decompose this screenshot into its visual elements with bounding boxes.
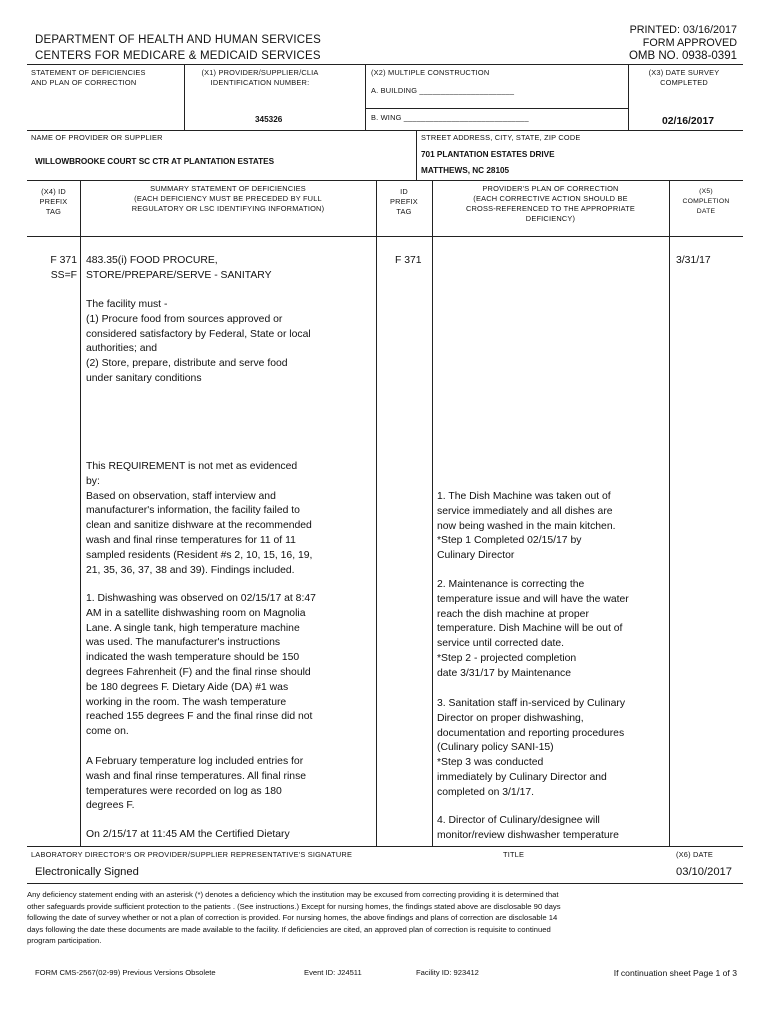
summary-header: SUMMARY STATEMENT OF DEFICIENCIES (EACH DEFICIENCY MUST BE PRECEDED BY FULL REGULATORY OR LSC IDENTIFYING INFORMATION) — [131, 184, 325, 213]
plan-step-3: 3. Sanitation staff in-serviced by Culinary Director on proper dishwashing, documentation and reporting procedures (Culinary policy SANI-15) *Step 3 was conducted immediately by Culinary Director and completed on 3/1/17. — [437, 698, 626, 798]
form-approved: FORM APPROVED — [642, 37, 737, 49]
x1-label: (X1) PROVIDER/SUPPLIER/CLIA IDENTIFICATION NUMBER: — [201, 68, 319, 87]
survey-completed-date: 02/16/2017 — [662, 116, 715, 127]
department-title: DEPARTMENT OF HEALTH AND HUMAN SERVICES — [35, 34, 321, 46]
x2-wing: B. WING _____________________________ — [371, 113, 529, 122]
statement-label: STATEMENT OF DEFICIENCIES AND PLAN OF CORRECTION — [31, 68, 146, 87]
x2-building: A. BUILDING ______________________ — [371, 86, 515, 95]
finding-2: A February temperature log included entries for wash and final rinse temperatures. All final rinse temperatures were recorded on log as 180 degrees F. — [86, 756, 307, 812]
address-label: STREET ADDRESS, CITY, STATE, ZIP CODE — [421, 133, 581, 142]
signature-date: 03/10/2017 — [676, 866, 732, 878]
facility-id: Facility ID: 923412 — [416, 968, 479, 977]
finding-summary: This REQUIREMENT is not met as evidenced by: Based on observation, staff interview and manufacturer's information, the facility failed to clean and sanitize dishware at the recommended wash and final rinse temperatures for 11 of 11 sampled residents (Resident #s 2, 10, 15, 16, 19, 21, 35, 36, 37, 38 and 39). Findings included. — [86, 461, 313, 576]
deficiency-tag: F 371 — [50, 255, 77, 266]
address-line1: 701 PLANTATION ESTATES DRIVE — [421, 150, 555, 159]
completion-date: 3/31/17 — [676, 255, 711, 266]
finding-3: On 2/15/17 at 11:45 AM the Certified Dietary — [86, 829, 290, 840]
form-number: FORM CMS-2567(02-99) Previous Versions Obsolete — [35, 968, 216, 977]
omb-number: OMB NO. 0938-0391 — [628, 50, 737, 62]
signature-label: LABORATORY DIRECTOR'S OR PROVIDER/SUPPLIER REPRESENTATIVE'S SIGNATURE — [31, 850, 353, 859]
page-indicator: If continuation sheet Page 1 of 3 — [613, 968, 737, 978]
disclosure-footnote: Any deficiency statement ending with an asterisk (*) denotes a deficiency which the institution may be excused from correcting providing it is determined that other safeguards provide sufficient protection to the patients . (See instructions.) Except for nursing homes, the findings stated above are disclosable 90 days following the date of survey whether or not a plan of correction is provided. For nursing homes, the above findings and plans of correction are disclosable 14 days following the date these documents are made available to the facility. If deficiencies are cited, an approved plan of correction is requisite to continued program participation. — [27, 890, 561, 946]
plan-step-4: 4. Director of Culinary/designee will monitor/review dishwasher temperature — [437, 815, 619, 841]
event-id: Event ID: J24511 — [304, 968, 362, 977]
signature-value: Electronically Signed — [35, 866, 139, 878]
plan-step-2: 2. Maintenance is correcting the temperature issue and will have the water reach the dish machine at proper temperature. Dish Machine will be out of service until corrected date. *Step 2 - projected completion date 3/31/17 by Maintenance — [437, 579, 629, 679]
regulation-text: The facility must - (1) Procure food from sources approved or considered satisfactory by Federal, State or local authorities; and (2) Store, prepare, distribute and serve food under sanitary conditions — [86, 299, 311, 384]
x6-date-label: (X6) DATE — [676, 850, 713, 859]
deficiency-title: 483.35(i) FOOD PROCURE, STORE/PREPARE/SERVE - SANITARY — [86, 255, 272, 281]
agency-title: CENTERS FOR MEDICARE & MEDICAID SERVICES — [35, 50, 321, 62]
address-line2: MATTHEWS, NC 28105 — [421, 166, 510, 175]
provider-number: 345326 — [255, 115, 283, 124]
x2-label: (X2) MULTIPLE CONSTRUCTION — [371, 68, 490, 77]
plan-tag: F 371 — [395, 255, 422, 266]
provider-name-label: NAME OF PROVIDER OR SUPPLIER — [31, 133, 163, 142]
scope-severity: SS=F — [50, 270, 77, 281]
x3-label: (X3) DATE SURVEY COMPLETED — [648, 68, 720, 87]
x5-header: (X5) COMPLETION DATE — [682, 188, 730, 215]
plan-step-1: 1. The Dish Machine was taken out of service immediately and all dishes are now being washed in the main kitchen. *Step 1 Completed 02/15/17 by Culinary Director — [437, 491, 616, 562]
title-label: TITLE — [503, 850, 525, 859]
finding-1: 1. Dishwashing was observed on 02/15/17 at 8:47 AM in a satellite dishwashing room on Magnolia Lane. A single tank, high temperature machine was used. The manufacturer's instructions indicated the wash temperature should be 150 degrees Fahrenheit (F) and the final rinse should be 180 degrees F. Dietary Aide (DA) #1 was working in the room. The wash temperature reached 155 degrees F and the final rinse did not come on. — [86, 593, 316, 738]
plan-header: PROVIDER'S PLAN OF CORRECTION (EACH CORRECTIVE ACTION SHOULD BE CROSS-REFERENCED TO THE APPROPRIATE DEFICIENCY) — [465, 184, 636, 223]
x4-header: (X4) ID PREFIX TAG — [39, 187, 68, 216]
id-header: ID PREFIX TAG — [390, 187, 418, 216]
printed-date: PRINTED: 03/16/2017 — [629, 24, 737, 36]
provider-name: WILLOWBROOKE COURT SC CTR AT PLANTATION ESTATES — [35, 157, 275, 166]
